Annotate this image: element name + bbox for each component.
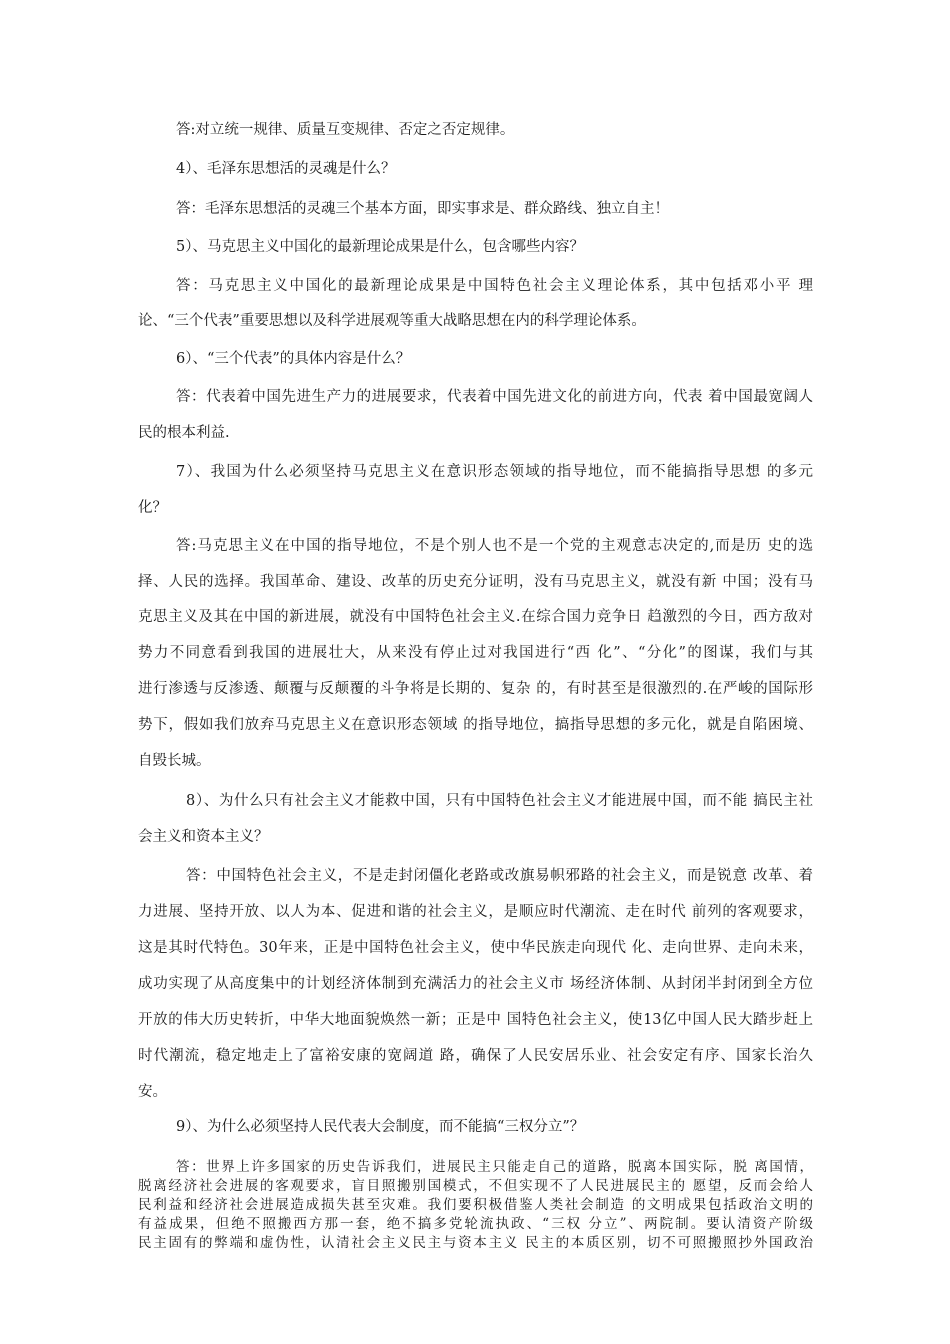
- text-line: 民主固有的弊端和虚伪性，认清社会主义民主与资本主义 民主的本质区别，切不可照搬照抄外国政治: [138, 1235, 813, 1251]
- text-line: 民的根本利益.: [138, 425, 230, 441]
- question-heading: 6）、“三个代表”的具体内容是什么？: [176, 351, 411, 367]
- text-line: 这是其时代特色。30年来，正是中国特色社会主义，使中华民族走向现代 化、走向世界、走向未来，: [138, 940, 813, 956]
- text-line: 进行渗透与反渗透、颠覆与反颠覆的斗争将是长期的、复杂 的，有时甚至是很激烈的.在严峻的国际形: [138, 681, 813, 697]
- text-line: 安。: [138, 1084, 167, 1100]
- text-line: 答：代表着中国先进生产力的进展要求，代表着中国先进文化的前进方向，代表 着中国最宽阔人: [176, 389, 813, 405]
- text-line: 择、人民的选择。我国革命、建设、改革的历史充分证明，没有马克思主义，就没有新 中国；没有马: [138, 574, 813, 590]
- text-line: 答：马克思主义中国化的最新理论成果是中国特色社会主义理论体系，其中包括邓小平 理: [176, 278, 813, 294]
- text-line: 论、“三个代表”重要思想以及科学进展观等重大战略思想在内的科学理论体系。: [138, 313, 646, 329]
- text-line: 民利益和经济社会进展造成损失甚至灾难。我们要积极借鉴人类社会制造 的文明成果包括政治文明的: [138, 1197, 813, 1213]
- text-line: 脱离经济社会进展的客观要求，盲目照搬别国模式，不但实现不了人民进展民主的 愿望，反而会给人: [138, 1178, 813, 1194]
- text-line: 成功实现了从高度集中的计划经济体制到充满活力的社会主义市 场经济体制、从封闭半封闭到全方位: [138, 976, 813, 992]
- question-heading: 7）、我国为什么必须坚持马克思主义在意识形态领域的指导地位，而不能搞指导思想 的多元: [176, 464, 813, 480]
- text-line: 答：中国特色社会主义，不是走封闭僵化老路或改旗易帜邪路的社会主义，而是锐意 改革、着: [186, 868, 813, 884]
- question-heading: 5）、马克思主义中国化的最新理论成果是什么，包含哪些内容？: [176, 239, 584, 255]
- text-line: 答:马克思主义在中国的指导地位，不是个别人也不是一个党的主观意志决定的,而是历 史的选: [176, 538, 813, 554]
- text-line: 力进展、坚持开放、以人为本、促进和谐的社会主义，是顺应时代潮流、走在时代 前列的客观要求，: [138, 904, 813, 920]
- question-heading: 8）、为什么只有社会主义才能救中国，只有中国特色社会主义才能进展中国，而不能 搞民主社: [186, 793, 813, 809]
- text-line: 有益成果，但绝不照搬西方那一套，绝不搞多党轮流执政、“三权 分立”、两院制。要认清资产阶级: [138, 1216, 813, 1232]
- question-heading: 4）、毛泽东思想活的灵魂是什么？: [176, 161, 396, 177]
- question-heading: 9）、为什么必须坚持人民代表大会制度，而不能搞“三权分立”？: [176, 1119, 585, 1135]
- text-line: 开放的伟大历史转折，中华大地面貌焕然一新；正是中 国特色社会主义，使13亿中国人民大踏步赶上: [138, 1012, 813, 1028]
- text-line: 自毁长城。: [138, 753, 211, 769]
- text-line: 克思主义及其在中国的新进展，就没有中国特色社会主义.在综合国力竞争日 趋激烈的今日，西方敌对: [138, 609, 813, 625]
- question-heading: 化？: [138, 500, 167, 516]
- text-line: 答：毛泽东思想活的灵魂三个基本方面，即实事求是、群众路线、独立自主！: [176, 201, 669, 217]
- text-line: 答:对立统一规律、质量互变规律、否定之否定规律。: [176, 122, 515, 138]
- text-line: 势下，假如我们放弃马克思主义在意识形态领域 的指导地位，搞指导思想的多元化，就是自陷困境、: [138, 717, 813, 733]
- question-heading: 会主义和资本主义？: [138, 829, 269, 845]
- text-line: 时代潮流，稳定地走上了富裕安康的宽阔道 路，确保了人民安居乐业、社会安定有序、国家长治久: [138, 1048, 813, 1064]
- text-line: 答：世界上许多国家的历史告诉我们，进展民主只能走自己的道路，脱离本国实际，脱 离国情，: [176, 1159, 813, 1175]
- text-line: 势力不同意看到我国的进展壮大，从来没有停止过对我国进行“西 化”、“分化”的图谋，我们与其: [138, 645, 813, 661]
